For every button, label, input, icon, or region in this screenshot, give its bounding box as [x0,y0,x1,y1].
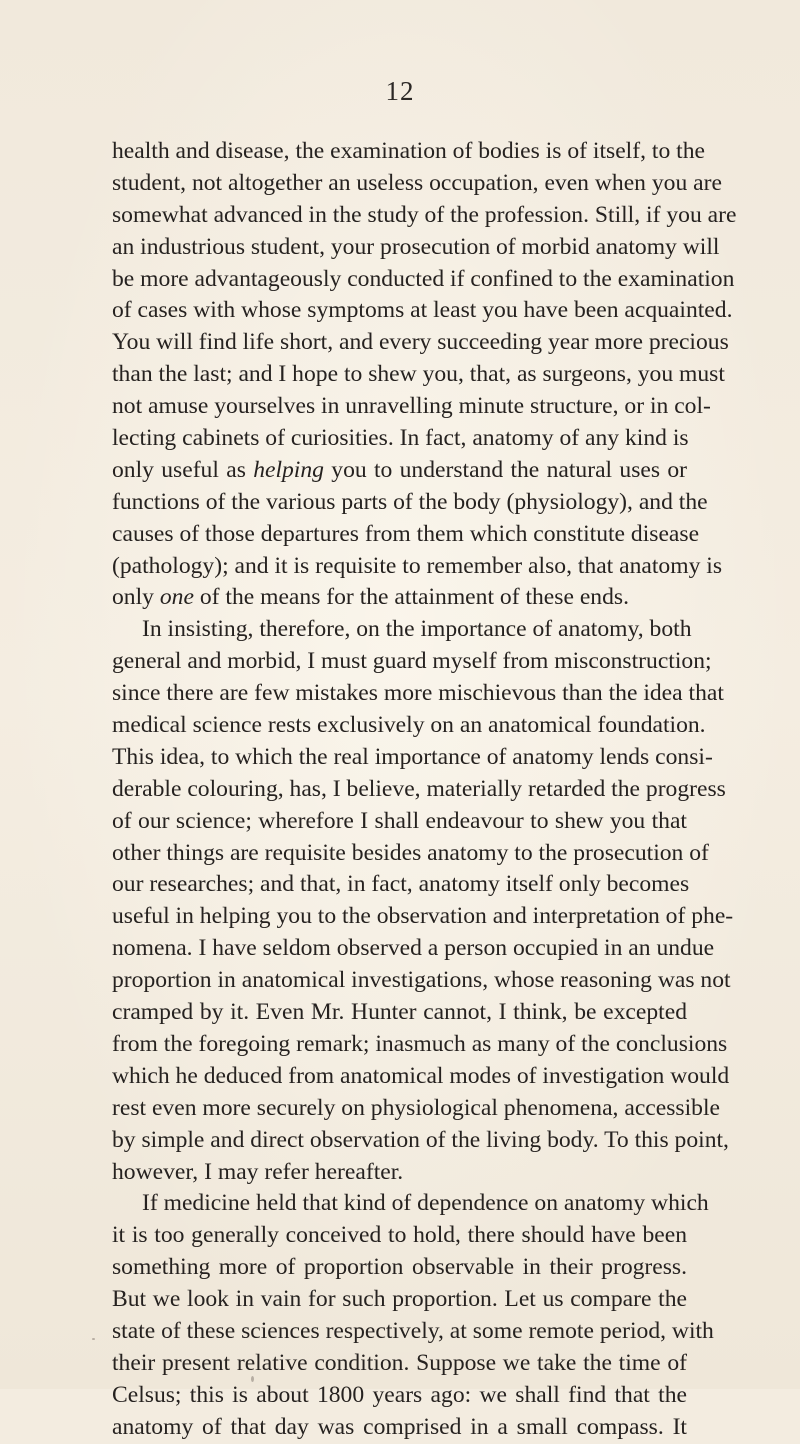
paper-speck [251,1376,254,1382]
text-line: But we look in vain for such proportion. Let us compare the [112,1286,687,1313]
text-line: an industrious student, your prosecution of morbid anatomy will [112,233,720,260]
text-line: it is too generally conceived to hold, there should have been [112,1222,687,1249]
text-line: useful in helping you to the observation and interpretation of phe- [112,903,734,930]
text-line: of cases with whose symptoms at least you have been acquainted. [112,297,733,324]
text-line: (pathology); and it is requisite to remember also, that anatomy is [112,552,723,579]
text-line: This idea, to which the real importance of anatomy lends consi- [112,743,713,770]
text-line: since there are few mistakes more mischievous than the idea that [112,680,724,707]
text-line: from the foregoing remark; inasmuch as many of the conclusions [112,1030,728,1057]
text-line: nomena. I have seldom observed a person occupied in an undue [112,935,715,962]
text-line: proportion in anatomical investigations, whose reasoning was not [112,967,731,994]
paper-speck [92,1338,95,1340]
text-line: general and morbid, I must guard myself from misconstruction; [112,648,712,675]
text-line: You will find life short, and every succeeding year more precious [112,329,729,356]
text-line: state of these sciences respectively, at some remote period, with [112,1317,714,1344]
text-line: student, not altogether an useless occupation, even when you are [112,169,722,196]
text-line: which he deduced from anatomical modes of investigation would [112,1062,730,1089]
text-line: Celsus; this is about 1800 years ago: we shall find that the [112,1381,687,1408]
text-line: however, I may refer hereafter. [112,1158,404,1185]
page-number: 12 [385,76,415,106]
text-line: not amuse yourselves in unravelling minute structure, or in col- [112,393,711,420]
emphasis-text: one [159,584,194,611]
text-line: If medicine held that kind of dependence on anatomy which [142,1190,709,1217]
text-line: other things are requisite besides anatomy to the prosecution of [112,839,709,866]
text-line: be more advantageously conducted if confined to the examination [112,265,735,292]
text-line: something more of proportion observable in their progress. [112,1254,687,1281]
text-line: than the last; and I hope to shew you, that, as surgeons, you must [112,361,725,388]
text-line: anatomy of that day was comprised in a small compass. It [112,1413,687,1440]
emphasis-text: helping [253,456,324,483]
text-line [112,455,687,487]
text-segment: of the means for the attainment of these ends. [193,584,629,611]
text-line: derable colouring, has, I believe, materially retarded the progress [112,775,726,802]
text-line: their present relative condition. Suppose we take the time of [112,1349,687,1376]
text-line: In insisting, therefore, on the importance of anatomy, both [142,616,692,643]
text-line: cramped by it. Even Mr. Hunter cannot, I think, be excepted [112,999,687,1026]
text-line: rest even more securely on physiological phenomena, accessible [112,1094,720,1121]
text-line: health and disease, the examination of bodies is of itself, to the [112,138,705,164]
body-text [112,136,737,1444]
text-line: causes of those departures from them which constitute disease [112,520,700,547]
text-line [112,582,687,614]
text-line: our researches; and that, in fact, anatomy itself only becomes [112,871,690,898]
text-line: medical science rests exclusively on an anatomical foundation. [112,712,706,739]
text-segment: only [112,584,160,611]
text-segment: only useful as [112,456,254,483]
text-line: functions of the various parts of the body (physiology), and the [112,488,708,515]
text-line: lecting cabinets of curiosities. In fact, anatomy of any kind is [112,425,689,452]
text-line: somewhat advanced in the study of the profession. Still, if you are [112,201,737,228]
text-line: by simple and direct observation of the living body. To this point, [112,1126,729,1153]
text-segment: you to understand the natural uses or [323,456,687,483]
text-line: of our science; wherefore I shall endeavour to shew you that [112,807,687,834]
